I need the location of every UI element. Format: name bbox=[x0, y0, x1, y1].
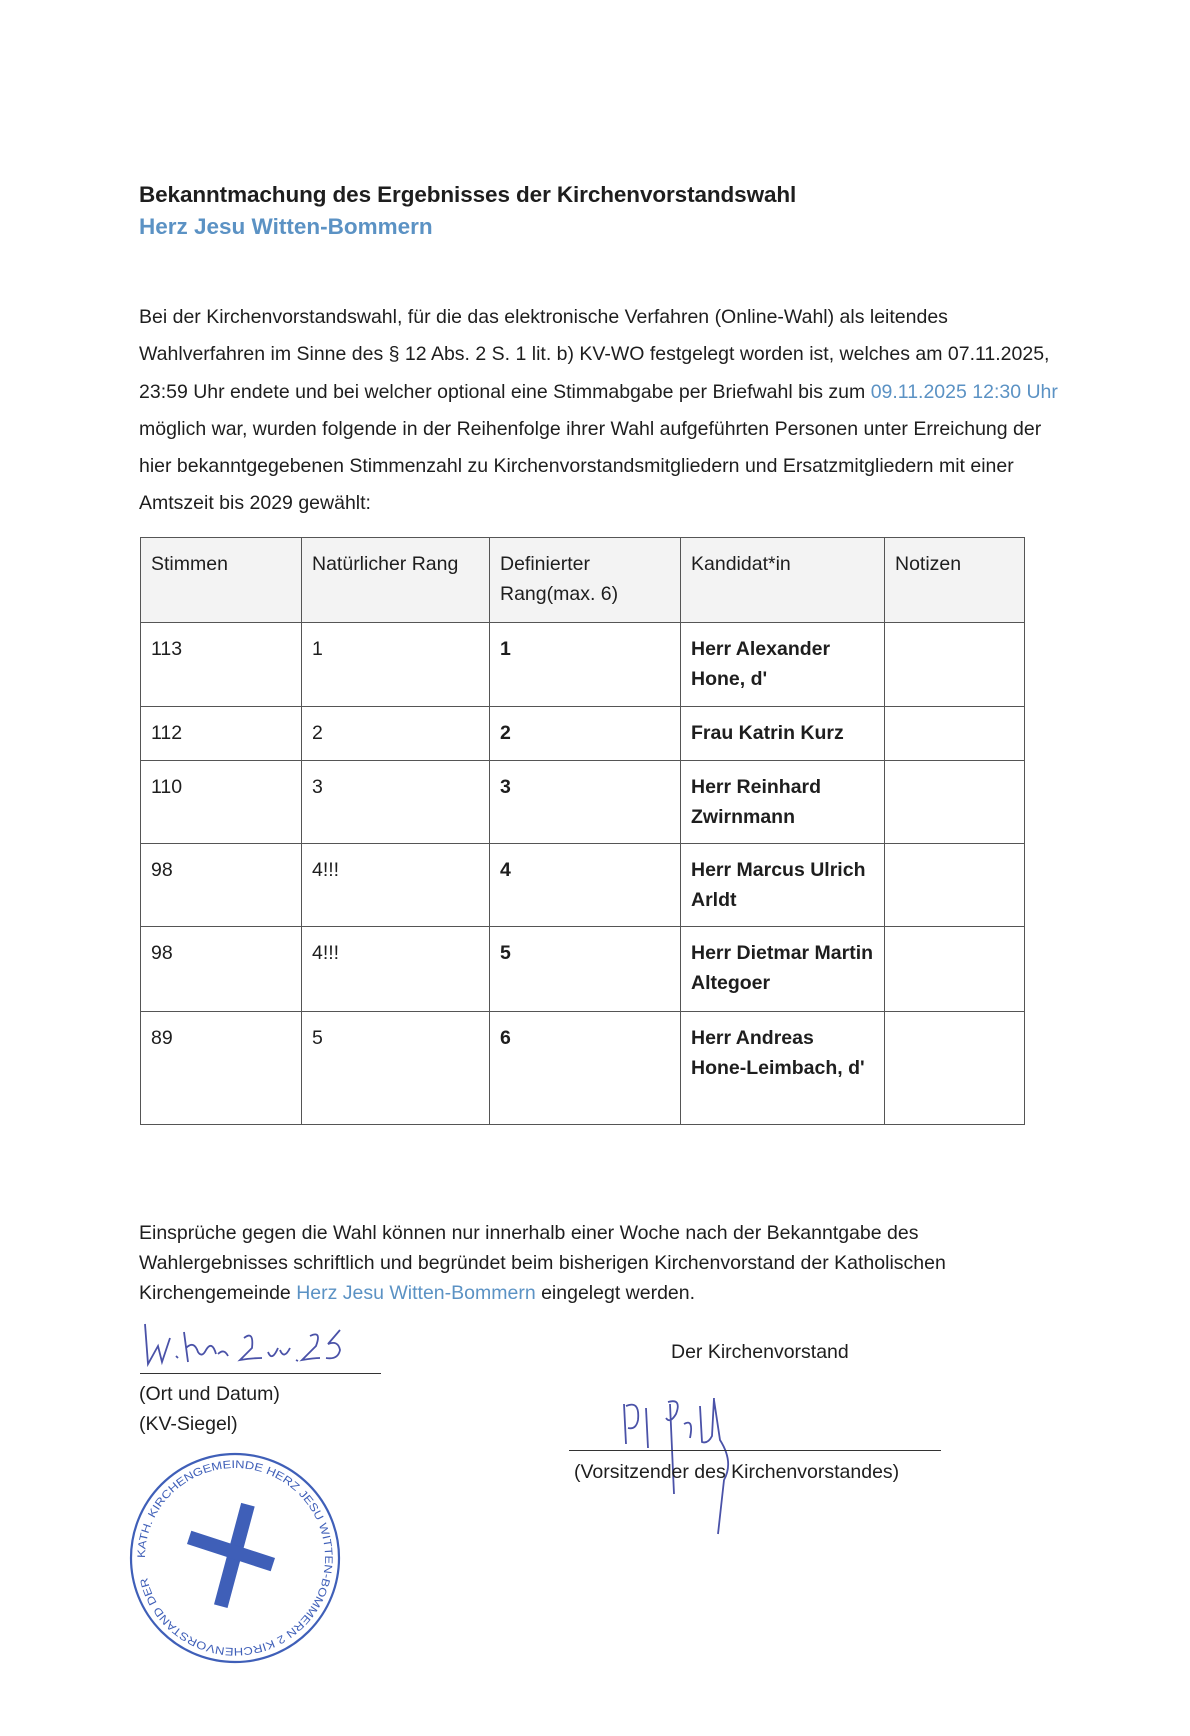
board-label: Der Kirchenvorstand bbox=[671, 1340, 849, 1363]
header-natural-rank: Natürlicher Rang bbox=[302, 537, 490, 622]
objection-text-end: eingelegt werden. bbox=[535, 1281, 696, 1304]
defined-rank-cell: 1 bbox=[490, 622, 681, 706]
table-row bbox=[141, 843, 1025, 926]
votes-cell: 98 bbox=[141, 843, 302, 926]
signature-area bbox=[135, 1316, 1069, 1736]
notes-cell bbox=[885, 843, 1025, 926]
header-defined-rank: Definierter Rang(max. 6) bbox=[490, 537, 681, 622]
natural-rank-cell: 2 bbox=[302, 706, 490, 760]
place-date-line bbox=[140, 1373, 381, 1375]
votes-cell: 112 bbox=[141, 706, 302, 760]
table-row bbox=[141, 706, 1025, 760]
table-row bbox=[141, 926, 1025, 1011]
intro-text-end: möglich war, wurden folgende in der Reihenfolge ihrer Wahl aufgeführten Personen unter Erreichung der hier bekanntgegebenen Stimmenzahl zu Kirchenvorstandsmitgliedern und Ersatzmitgliedern mit einer Amtszeit bis 2029 gewählt: bbox=[139, 417, 1042, 515]
chair-label: (Vorsitzender des Kirchenvorstandes) bbox=[574, 1460, 900, 1483]
natural-rank-cell: 3 bbox=[302, 760, 490, 843]
natural-rank-cell: 4!!! bbox=[302, 926, 490, 1011]
candidate-cell: Frau Katrin Kurz bbox=[681, 706, 885, 760]
notes-cell bbox=[885, 760, 1025, 843]
candidate-cell: Herr Reinhard Zwirnmann bbox=[681, 760, 885, 843]
votes-cell: 98 bbox=[141, 926, 302, 1011]
table-header-row bbox=[141, 537, 1025, 622]
cross-icon bbox=[187, 1503, 275, 1608]
votes-cell: 89 bbox=[141, 1011, 302, 1124]
notes-cell bbox=[885, 706, 1025, 760]
header-candidate: Kandidat*in bbox=[681, 537, 885, 622]
votes-cell: 110 bbox=[141, 760, 302, 843]
svg-text:KATH. KIRCHENGEMEINDE HERZ JES: KATH. KIRCHENGEMEINDE HERZ JESU WITTEN-BOMMERN 2 KIRCHENVORSTAND DER bbox=[135, 1458, 335, 1657]
candidate-cell: Herr Alexander Hone, d' bbox=[681, 622, 885, 706]
handwritten-place-date bbox=[140, 1316, 400, 1372]
defined-rank-cell: 2 bbox=[490, 706, 681, 760]
intro-text: Bei der Kirchenvorstandswahl, für die das elektronische Verfahren (Online-Wahl) als leitendes Wahlverfahren im Sinne des § 12 Abs. 2 S. 1 lit. b) KV-WO festgelegt worden ist, welches am 07.11.2025, 23:59 Uhr endete und bei welcher optional eine Stimmabgabe per Briefwahl bis zum bbox=[139, 306, 1050, 403]
candidate-cell: Herr Marcus Ulrich Arldt bbox=[681, 843, 885, 926]
candidate-cell: Herr Dietmar Martin Altegoer bbox=[681, 926, 885, 1011]
parish-name-inline: Herz Jesu Witten-Bommern bbox=[296, 1281, 536, 1304]
defined-rank-cell: 5 bbox=[490, 926, 681, 1011]
notes-cell bbox=[885, 1011, 1025, 1124]
postal-vote-deadline: 09.11.2025 12:30 Uhr bbox=[870, 380, 1058, 403]
natural-rank-cell: 5 bbox=[302, 1011, 490, 1124]
defined-rank-cell: 4 bbox=[490, 843, 681, 926]
seal-label: (KV-Siegel) bbox=[139, 1412, 238, 1435]
defined-rank-cell: 6 bbox=[490, 1011, 681, 1124]
parish-name: Herz Jesu Witten-Bommern bbox=[139, 214, 433, 239]
table-row bbox=[141, 1011, 1025, 1124]
candidate-cell: Herr Andreas Hone-Leimbach, d' bbox=[681, 1011, 885, 1124]
table-row bbox=[141, 622, 1025, 706]
votes-cell: 113 bbox=[141, 622, 302, 706]
document-title: Bekanntmachung des Ergebnisses der Kirchenvorstandswahl bbox=[139, 182, 797, 207]
place-date-label: (Ort und Datum) bbox=[139, 1382, 280, 1405]
chair-signature-line bbox=[569, 1450, 941, 1452]
header-notes: Notizen bbox=[885, 537, 1025, 622]
document-page bbox=[135, 180, 1069, 1736]
results-table bbox=[140, 537, 1025, 1125]
table-row bbox=[141, 760, 1025, 843]
header-votes: Stimmen bbox=[141, 537, 302, 622]
natural-rank-cell: 4!!! bbox=[302, 843, 490, 926]
defined-rank-cell: 3 bbox=[490, 760, 681, 843]
parish-seal-stamp bbox=[125, 1448, 345, 1668]
objection-paragraph bbox=[139, 1218, 1069, 1308]
notes-cell bbox=[885, 926, 1025, 1011]
intro-paragraph bbox=[139, 299, 1064, 523]
notes-cell bbox=[885, 622, 1025, 706]
natural-rank-cell: 1 bbox=[302, 622, 490, 706]
objection-text: Einsprüche gegen die Wahl können nur innerhalb einer Woche nach der Bekanntgabe des Wahlergebnisses schriftlich und begründet beim bisherigen Kirchenvorstand der Katholischen Kirchengemeinde bbox=[139, 1221, 946, 1304]
